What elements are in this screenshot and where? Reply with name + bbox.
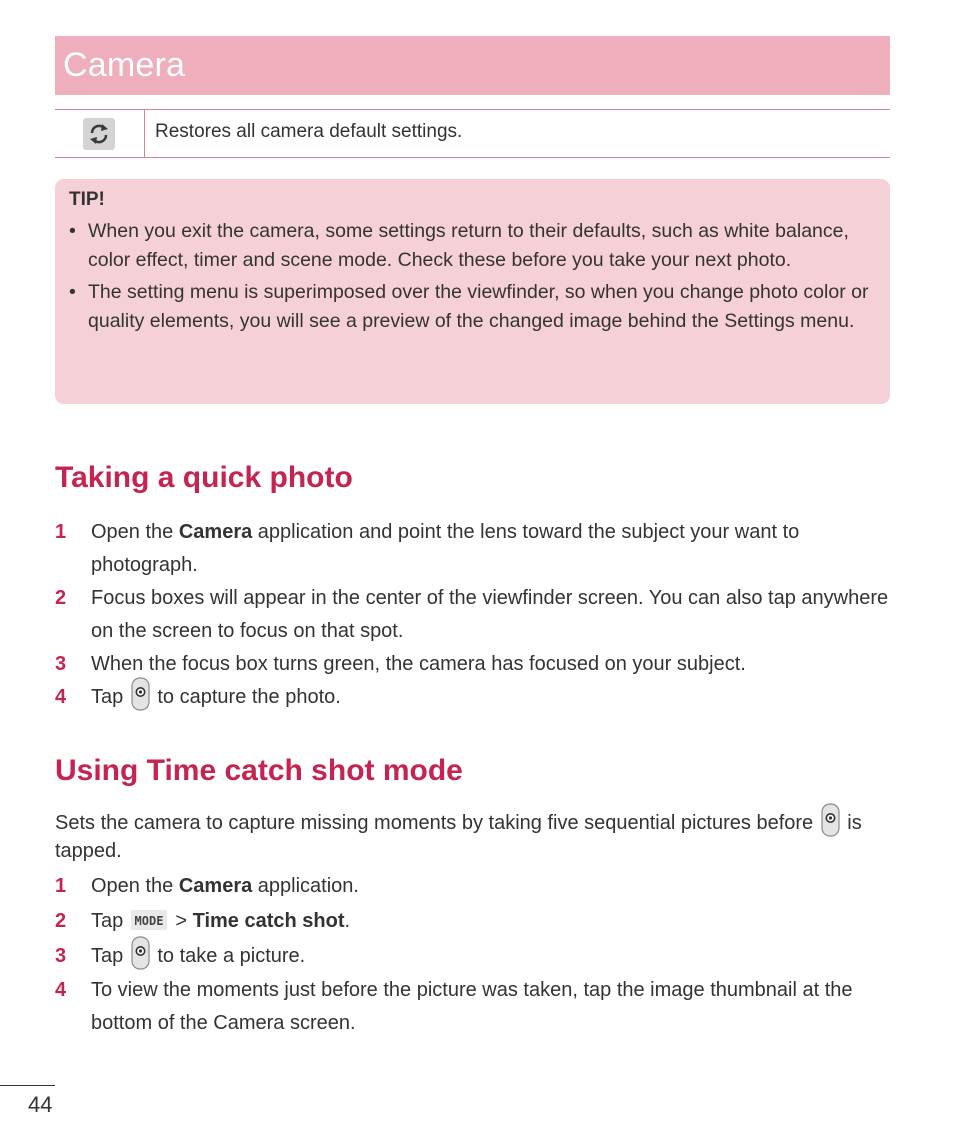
shutter-icon (821, 803, 840, 837)
time-catch-steps (55, 869, 895, 1040)
shutter-icon (131, 677, 150, 711)
shutter-icon (131, 936, 150, 970)
step-number: 4 (55, 686, 67, 708)
step-number: 1 (55, 875, 67, 897)
tip-list (69, 217, 879, 339)
section-header (55, 36, 890, 95)
step-text: Focus boxes will appear in the center of the viewfinder screen. You can also tap anywhere on the screen to focus on that spot. (91, 587, 889, 642)
intro-text: is tapped. (55, 812, 862, 862)
quick-photo-title: Taking a quick photo (55, 461, 353, 494)
step-item (55, 681, 895, 714)
step-text: application. (252, 875, 359, 897)
step-text: Open the (91, 521, 179, 543)
step-text: Tap (91, 910, 129, 932)
step-number: 2 (55, 910, 67, 932)
reset-icon (83, 118, 115, 150)
tip-item (69, 217, 879, 275)
step-item (55, 582, 895, 648)
intro-text: Sets the camera to capture missing moments by taking five sequential pictures before (55, 812, 819, 834)
step-text: To view the moments just before the picture was taken, tap the image thumbnail at the bottom of the Camera screen. (91, 979, 853, 1034)
bullet-icon: • (69, 281, 76, 303)
step-text: to capture the photo. (151, 686, 341, 708)
step-number: 1 (55, 521, 67, 543)
time-catch-intro (55, 809, 895, 865)
step-item (55, 516, 895, 582)
page-number: 44 (28, 1092, 53, 1117)
mode-icon-label: MODE (134, 913, 164, 928)
step-item (55, 648, 895, 681)
step-item (55, 939, 895, 974)
step-text: to take a picture. (151, 945, 306, 967)
time-catch-title: Using Time catch shot mode (55, 754, 463, 787)
step-text: Tap (91, 686, 129, 708)
step-text: . (344, 910, 351, 932)
tip-box (55, 179, 890, 404)
step-text: Tap (91, 945, 129, 967)
mode-icon (131, 910, 167, 930)
step-text: > (169, 910, 193, 932)
step-item (55, 974, 895, 1040)
step-number: 4 (55, 979, 67, 1001)
step-number: 3 (55, 945, 67, 967)
settings-icon-cell (55, 110, 145, 157)
step-text: application and point the lens toward the subject your want to photograph. (91, 521, 800, 576)
tip-text: The setting menu is superimposed over the viewfinder, so when you change photo color or quality elements, you will see a preview of the changed image behind the Settings menu. (88, 281, 869, 332)
tip-item (69, 278, 879, 336)
settings-description: Restores all camera default settings. (155, 121, 463, 142)
footer-rule (0, 1085, 55, 1086)
quick-photo-steps (55, 516, 895, 714)
step-number: 3 (55, 653, 67, 675)
step-item (55, 904, 895, 939)
settings-table (55, 109, 890, 158)
step-text: Open the (91, 875, 179, 897)
bullet-icon: • (69, 220, 76, 242)
step-text: When the focus box turns green, the camera has focused on your subject. (91, 653, 746, 675)
step-bold: Camera (178, 521, 253, 543)
step-item (55, 869, 895, 904)
step-bold: Time catch shot (192, 910, 345, 932)
page-title: Camera (63, 46, 186, 84)
step-bold: Camera (178, 875, 253, 897)
tip-title: TIP! (69, 189, 105, 210)
tip-text: When you exit the camera, some settings return to their defaults, such as white balance, color effect, timer and scene mode. Check these before you take your next photo. (88, 220, 849, 271)
step-number: 2 (55, 587, 67, 609)
